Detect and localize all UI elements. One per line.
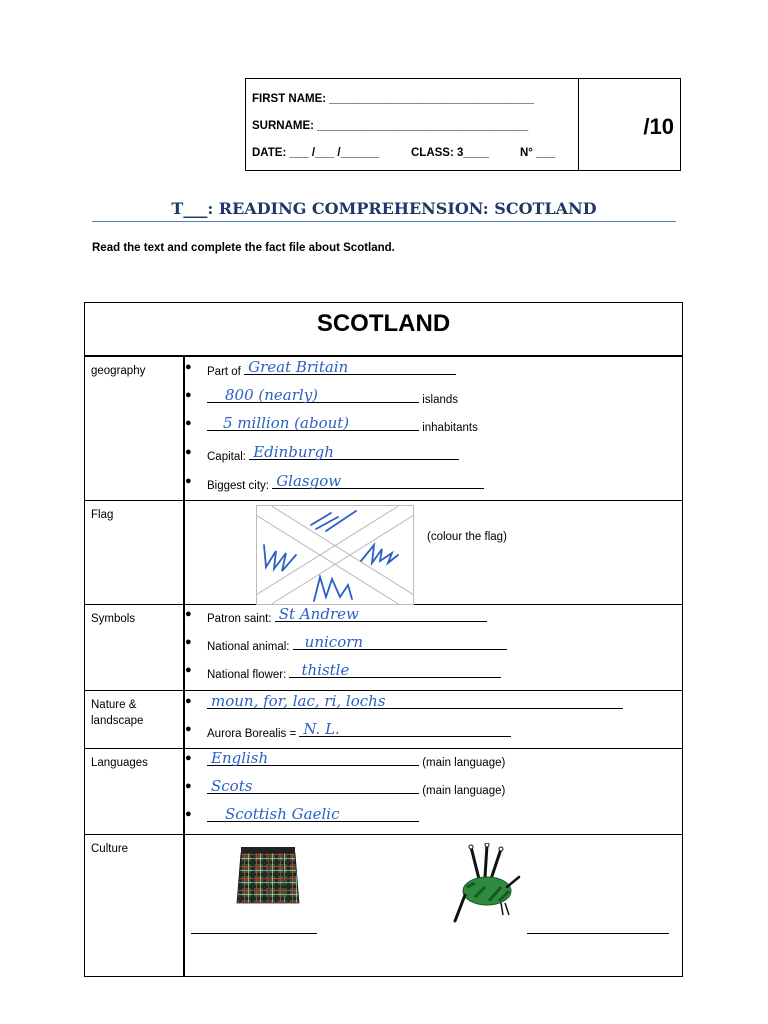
class-field[interactable]: CLASS: 3____ [411,147,489,159]
fact-file-heading: SCOTLAND [85,303,682,357]
row-flag [85,501,682,605]
islands-item [185,386,459,406]
student-info-box [245,78,681,171]
capital-prefix: Capital: [207,451,246,463]
bullet: ● [185,780,192,792]
biggest-city-item [185,472,484,492]
row-symbols [85,605,682,691]
language-2-item [185,777,506,797]
language-1-suffix: (main language) [422,757,506,769]
symbols-label: Symbols [91,613,136,625]
nature-answer: moun, for, lac, ri, lochs [211,692,386,710]
instruction-text: Read the text and complete the fact file about Scotland. [92,242,395,254]
islands-answer: 800 (nearly) [225,386,319,404]
aurora-item [185,720,511,740]
national-animal-item [185,633,507,653]
fact-file-table [84,302,683,977]
geography-label: geography [91,365,146,377]
language-3-item [185,805,419,825]
language-2-suffix: (main language) [422,785,506,797]
islands-blank[interactable] [207,386,419,404]
culture-label: Culture [91,843,129,855]
bullet: ● [185,389,192,401]
language-2-blank[interactable] [207,777,419,795]
date-field[interactable]: DATE: ___ /___ /______ [252,147,380,159]
city-prefix: Biggest city: [207,480,269,492]
student-info-fields [246,79,579,170]
animal-answer: unicorn [304,633,364,651]
nature-label: Nature & landscape [91,699,144,727]
patron-saint-item [185,605,487,625]
part-of-prefix: Part of [207,366,241,378]
aurora-answer: N. L. [303,720,340,738]
language-1-item [185,749,506,769]
islands-suffix: islands [422,394,459,406]
saint-answer: St Andrew [278,605,359,623]
bagpipes-answer-line[interactable] [527,933,669,934]
saint-blank[interactable] [275,605,487,623]
kilt-answer-line[interactable] [191,933,317,934]
part-of-item [185,358,456,378]
bullet: ● [185,695,192,707]
bullet: ● [185,723,192,735]
bullet: ● [185,417,192,429]
language-1-blank[interactable] [207,749,419,767]
nature-item [185,692,623,712]
bullet: ● [185,361,192,373]
bullet: ● [185,752,192,764]
aurora-prefix: Aurora Borealis = [207,728,297,740]
animal-blank[interactable] [293,633,507,651]
city-blank[interactable] [272,472,484,490]
bagpipes-image [445,843,525,923]
inhabitants-suffix: inhabitants [422,422,478,434]
kilt-image [235,845,301,907]
flag-instruction: (colour the flag) [427,531,507,543]
first-name-field[interactable]: FIRST NAME: ________________________________ [252,93,534,105]
national-flower-item [185,661,501,681]
capital-blank[interactable] [249,443,459,461]
aurora-blank[interactable] [299,720,511,738]
inhabitants-item [185,414,478,434]
bullet: ● [185,608,192,620]
languages-label: Languages [91,757,148,769]
flag-label: Flag [91,509,114,521]
capital-item [185,443,459,463]
number-field[interactable]: N° ___ [520,147,556,159]
animal-prefix: National animal: [207,641,290,653]
bullet: ● [185,664,192,676]
saint-prefix: Patron saint: [207,613,272,625]
flower-answer: thistle [301,661,350,679]
bullet: ● [185,475,192,487]
row-culture [85,835,682,977]
saltire-flag-image[interactable] [256,505,414,605]
title-underline [92,221,676,222]
inhabitants-answer: 5 million (about) [223,414,350,432]
flower-prefix: National flower: [207,669,287,681]
language-1-answer: English [211,749,269,767]
row-geography [85,357,682,501]
worksheet-title: T___: READING COMPREHENSION: SCOTLAND [171,199,597,218]
part-of-answer: Great Britain [248,358,349,376]
capital-answer: Edinburgh [253,443,334,461]
language-3-blank[interactable] [207,805,419,823]
bullet: ● [185,446,192,458]
bullet: ● [185,808,192,820]
inhabitants-blank[interactable] [207,414,419,432]
surname-field[interactable]: SURNAME: _________________________________ [252,120,529,132]
row-languages [85,749,682,835]
bullet: ● [185,636,192,648]
language-3-answer: Scottish Gaelic [225,805,340,823]
flower-blank[interactable] [289,661,501,679]
city-answer: Glasgow [276,472,342,490]
language-2-answer: Scots [211,777,253,795]
part-of-blank[interactable] [244,358,456,376]
score-total: /10 [643,114,674,139]
row-nature [85,691,682,749]
nature-blank[interactable] [207,692,623,710]
